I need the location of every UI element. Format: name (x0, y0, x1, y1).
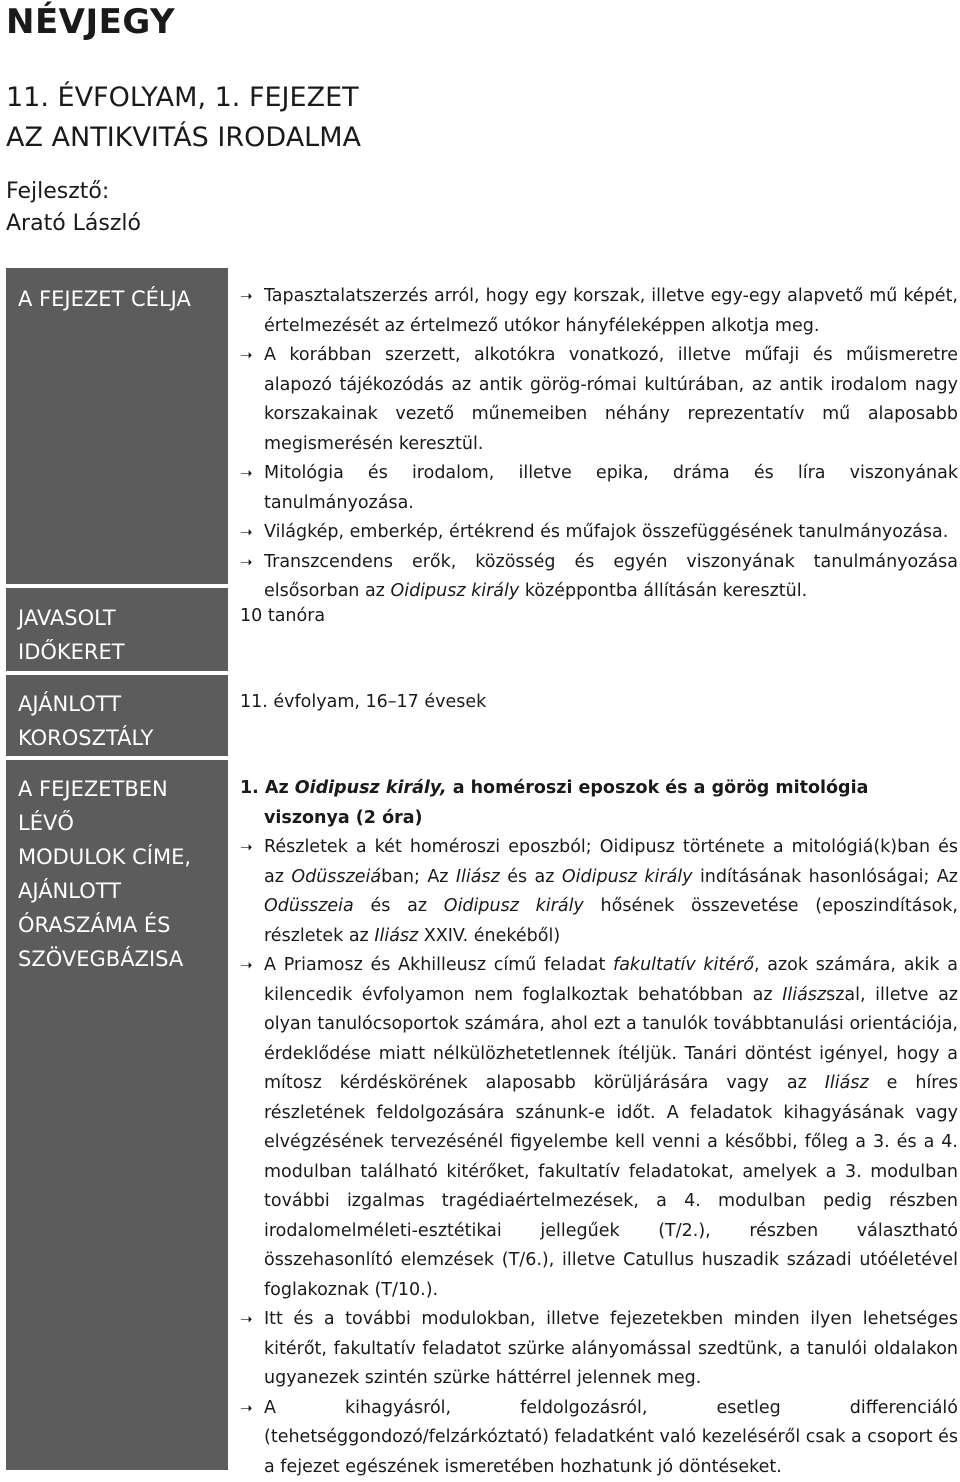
label-chapter-goal (18, 282, 218, 316)
text-run: Mitológia és irodalom, illetve epika, dráma és líra viszonyának tanulmányozása. (264, 463, 958, 513)
timeframe-section (240, 602, 958, 632)
italic-title: Iliász (782, 985, 826, 1005)
sidebar-label-line: JAVASOLT (18, 601, 218, 635)
sidebar-label-line: SZÖVEGBÁZISA (18, 942, 218, 976)
sidebar-label-line: IDŐKERET (18, 635, 218, 669)
chapter-title: AZ ANTIKVITÁS IRODALMA (6, 118, 361, 158)
italic-title: Oidipusz király (444, 896, 584, 916)
text-run: Itt és a további modulokban, illetve fejezetekben minden ilyen lehetséges kitérőt, fakultatív feladatot szürke alányomással szedtünk, a tanulói oldalakon ugyanezek szintén szürke háttérrel jelennek meg. (264, 1309, 958, 1388)
italic-title: Iliász (456, 867, 500, 887)
sidebar-label-line: ÓRASZÁMA ÉS (18, 908, 218, 942)
arrow-right-icon: ➝ (240, 341, 253, 371)
italic-title: Iliász (374, 926, 418, 946)
modules-section (240, 774, 958, 1482)
label-age-group (18, 687, 218, 755)
module-heading (240, 774, 958, 833)
sidebar-divider (6, 671, 228, 675)
text-run: XXIV. énekéből) (418, 926, 560, 946)
module-list (240, 833, 958, 1482)
text-run: és az (354, 896, 444, 916)
italic-title: fakultatív kitérő (613, 955, 754, 975)
goals-section (240, 282, 958, 607)
list-item (240, 548, 958, 607)
arrow-right-icon: ➝ (240, 282, 253, 312)
italic-title: Oidipusz király (390, 581, 519, 601)
arrow-right-icon: ➝ (240, 1305, 253, 1335)
list-item (240, 341, 958, 459)
text-run: Transzcendens erők, közösség és egyén viszonyának tanulmányozása elsősorban az (264, 552, 958, 602)
age-group-section (240, 688, 958, 718)
sidebar-label-line: A FEJEZETBEN LÉVŐ (18, 772, 218, 840)
list-item (240, 1394, 958, 1482)
sidebar-label-line: KOROSZTÁLY (18, 721, 218, 755)
text-run: szal, illetve az olyan tanulócsoportok számára, ahol ezt a tanulók továbbtanulási orientációja, érdeklődése miatt nélkülözhetetlennek ítéljük. Tanári döntést igényel, hogy a mítosz kérdéskörének alaposabb körüljárására vagy az (264, 985, 958, 1094)
list-item (240, 282, 958, 341)
text-run: ban; Az (381, 867, 456, 887)
arrow-right-icon: ➝ (240, 548, 253, 578)
text-run: A Priamosz és Akhilleusz című feladat (264, 955, 613, 975)
sidebar-divider (6, 756, 228, 760)
text-run: , azok számára, akik a kilencedik évfolyamon nem foglalkoztak behatóbban az (264, 955, 958, 1005)
arrow-right-icon: ➝ (240, 951, 253, 981)
goals-list (240, 282, 958, 607)
text-run: indításának hasonlóságai; Az (693, 867, 958, 887)
italic-title: Odüsszeiá (291, 867, 381, 887)
list-item (240, 951, 958, 1305)
list-item (240, 1305, 958, 1394)
list-item (240, 459, 958, 518)
italic-title: Odüsszeia (264, 896, 354, 916)
timeframe-value: 10 tanóra (240, 602, 958, 632)
text-run: 1. Az (240, 778, 295, 798)
page-title: NÉVJEGY (6, 2, 175, 42)
text-run: a homéroszi eposzok és a görög mitológia viszonya (2 óra) (264, 778, 868, 828)
text-run: Tapasztalatszerzés arról, hogy egy korszak, illetve egy-egy alapvető mű képét, értelmezését az értelmező utókor hányféleképpen alkotja meg. (264, 286, 958, 336)
italic-title: Oidipusz király, (295, 778, 447, 798)
sidebar (6, 268, 228, 1470)
text-run: hősének összevetése (eposzindítások, részletek az (264, 896, 958, 946)
sidebar-label-line: A FEJEZET CÉLJA (18, 282, 218, 316)
text-run: Részletek a két homéroszi eposzból; Oidipusz története a mitológiá(k)ban és az (264, 837, 958, 887)
italic-title: Iliász (825, 1073, 869, 1093)
list-item (240, 833, 958, 951)
arrow-right-icon: ➝ (240, 1394, 253, 1424)
text-run: Világkép, emberkép, értékrend és műfajok összefüggésének tanulmányozása. (264, 522, 948, 542)
developer-name: Arató László (6, 208, 141, 240)
sidebar-label-line: AJÁNLOTT (18, 687, 218, 721)
grade-chapter-heading: 11. ÉVFOLYAM, 1. FEJEZET (6, 78, 359, 118)
developer-label: Fejlesztő: (6, 176, 109, 208)
sidebar-label-line: AJÁNLOTT (18, 874, 218, 908)
text-run: A kihagyásról, feldolgozásról, esetleg differenciáló (tehetséggondozó/felzárkóztató) feladatként való kezeléséről csak a csoport és a fejezet egészének ismeretében hozhatunk jó döntéseket. (264, 1398, 958, 1477)
sidebar-divider (6, 584, 228, 588)
arrow-right-icon: ➝ (240, 833, 253, 863)
arrow-right-icon: ➝ (240, 459, 253, 489)
list-item (240, 518, 958, 548)
italic-title: Oidipusz király (562, 867, 693, 887)
label-modules (18, 772, 218, 976)
text-run: középpontba állításán keresztül. (519, 581, 807, 601)
text-run: A korábban szerzett, alkotókra vonatkozó, illetve műfaji és műismeretre alapozó tájékozódás az antik görög-római kultúrában, az antik irodalom nagy korszakainak vezető műnemeiben néhány reprezentatív mű alaposabb megismerésén keresztül. (264, 345, 958, 454)
age-group-value: 11. évfolyam, 16–17 évesek (240, 688, 958, 718)
label-timeframe (18, 601, 218, 669)
sidebar-label-line: MODULOK CÍME, (18, 840, 218, 874)
arrow-right-icon: ➝ (240, 518, 253, 548)
text-run: e híres részletének feldolgozására szánunk-e időt. A feladatok kihagyásának vagy elvégzésének tervezésénél figyelembe kell venni a későbbi, főleg a 3. és a 4. modulban található kitérőket, fakultatív feladatokat, amelyek a 3. modulban további izgalmas tragédiaértelmezések, a 4. modulban pedig részben irodalomelméleti-esztétikai jellegűek (T/2.), részben választható összehasonlító elemzések (T/6.), illetve Catullus huszadik századi utóéletével foglakoznak (T/10.). (264, 1073, 958, 1300)
text-run: és az (500, 867, 562, 887)
